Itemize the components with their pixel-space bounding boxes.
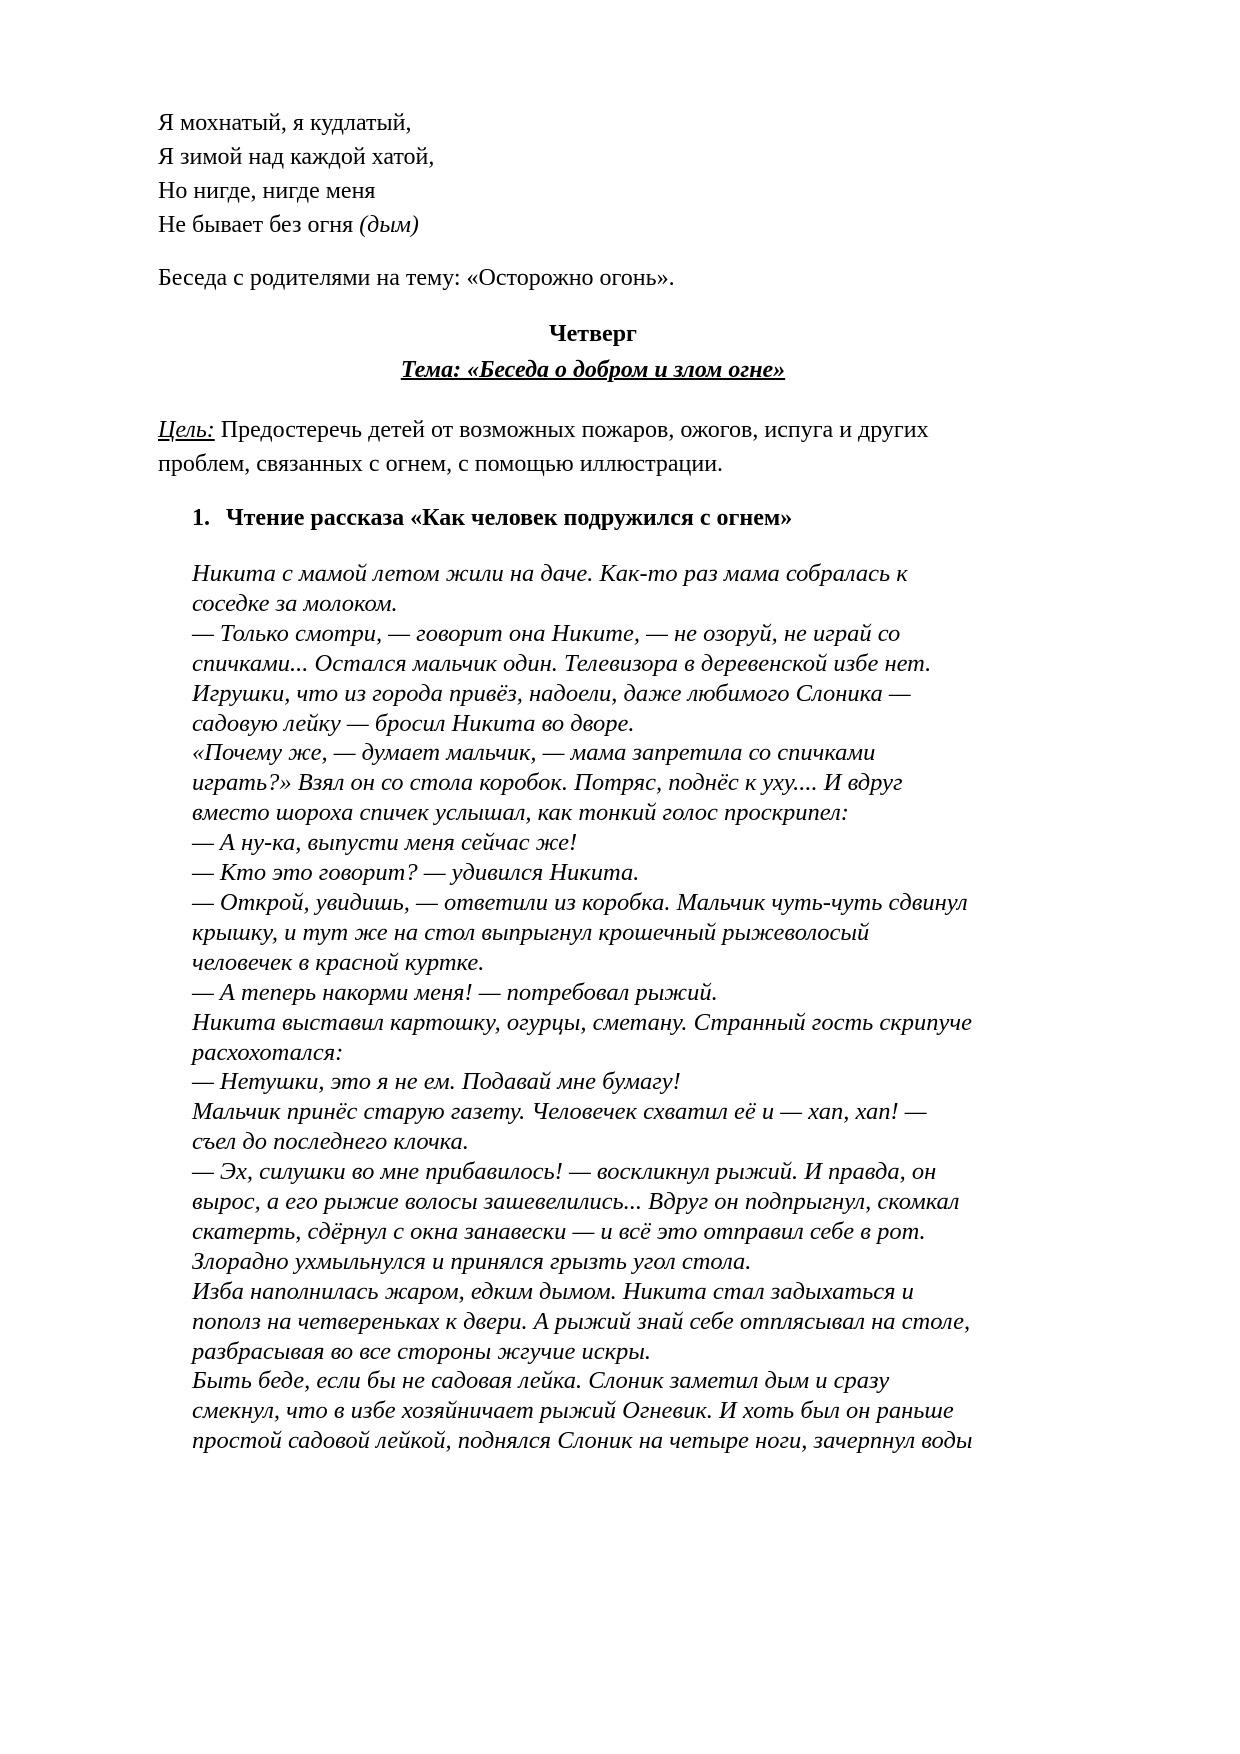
- story-line: Никита с мамой летом жили на даче. Как-то раз мама собралась к: [192, 560, 908, 587]
- story-line: расхохотался:: [192, 1038, 344, 1066]
- story-line: человечек в красной куртке.: [192, 948, 485, 976]
- riddle-answer: (дым): [359, 212, 419, 238]
- story-line: — А ну-ка, выпусти меня сейчас же!: [192, 829, 578, 857]
- story-line: — Только смотри, — говорит она Никите, — не озоруй, не играй со: [192, 619, 901, 647]
- story-line: садовую лейку — бросил Никита во дворе.: [192, 709, 635, 737]
- story-line: соседке за молоком.: [192, 589, 398, 617]
- story-line: «Почему же, — думает мальчик, — мама запретила со спичками: [192, 739, 876, 767]
- story-line: Изба наполнилась жаром, едким дымом. Никита стал задыхаться и: [192, 1277, 914, 1305]
- story-line: пополз на четвереньках к двери. А рыжий знай себе отплясывал на столе,: [192, 1307, 971, 1335]
- poem-line: Но нигде, нигде меня: [158, 178, 376, 204]
- poem-line-text: Не бывает без огня: [158, 212, 354, 238]
- story-line: Игрушки, что из города привёз, надоели, даже любимого Слоника —: [192, 679, 911, 707]
- story-line: крышку, и тут же на стол выпрыгнул крошечный рыжеволосый: [192, 918, 870, 946]
- poem-line: Я зимой над каждой хатой,: [158, 144, 435, 170]
- story-line: скатерть, сдёрнул с окна занавески — и всё это отправил себе в рот.: [192, 1217, 926, 1245]
- story-line: простой садовой лейкой, поднялся Слоник на четыре ноги, зачерпнул воды: [192, 1427, 973, 1455]
- topic-heading: [0, 357, 1186, 384]
- poem-line: [158, 208, 434, 242]
- section-heading: [192, 505, 792, 532]
- goal-line: [158, 413, 929, 447]
- goal-label: Цель:: [158, 417, 215, 443]
- goal-line: проблем, связанных с огнем, с помощью иллюстрации.: [158, 451, 724, 477]
- story-line: вырос, а его рыжие волосы зашевелились... Вдруг он подпрыгнул, скомкал: [192, 1188, 960, 1216]
- story-line: играть?» Взял он со стола коробок. Потряс, поднёс к уху.... И вдруг: [192, 769, 903, 797]
- poem-line: Я мохнатый, я кудлатый,: [158, 110, 412, 136]
- goal-paragraph: [158, 413, 929, 481]
- story-text: [192, 559, 972, 1456]
- story-line: Быть беде, если бы не садовая лейка. Слоник заметил дым и сразу: [192, 1367, 890, 1395]
- story-line: — Нетушки, это я не ем. Подавай мне бумагу!: [192, 1068, 681, 1096]
- section-number: 1.: [192, 505, 210, 531]
- riddle-poem: [158, 106, 434, 242]
- story-line: разбрасывая во все стороны жгучие искры.: [192, 1337, 652, 1365]
- section-title: Чтение рассказа «Как человек подружился с огнем»: [226, 505, 793, 531]
- story-line: — А теперь накорми меня! — потребовал рыжий.: [192, 978, 718, 1006]
- story-line: съел до последнего клочка.: [192, 1128, 469, 1156]
- day-heading: Четверг: [549, 321, 637, 347]
- story-line: Никита выставил картошку, огурцы, сметану. Странный гость скрипуче: [192, 1008, 972, 1036]
- story-line: вместо шороха спичек услышал, как тонкий голос проскрипел:: [192, 799, 849, 827]
- story-line: спичками... Остался мальчик один. Телевизора в деревенской избе нет.: [192, 649, 932, 677]
- parents-talk: Беседа с родителями на тему: «Осторожно огонь».: [158, 265, 675, 291]
- story-line: — Кто это говорит? — удивился Никита.: [192, 859, 640, 887]
- story-line: Мальчик принёс старую газету. Человечек схватил её и — хап, хап! —: [192, 1098, 927, 1126]
- goal-text: Предостеречь детей от возможных пожаров, ожогов, испуга и других: [214, 417, 929, 443]
- topic-text: Тема: «Беседа о добром и злом огне»: [400, 357, 786, 383]
- story-line: — Открой, увидишь, — ответили из коробка. Мальчик чуть-чуть сдвинул: [192, 888, 968, 916]
- story-line: — Эх, силушки во мне прибавилось! — воскликнул рыжий. И правда, он: [192, 1158, 937, 1186]
- story-line: смекнул, что в избе хозяйничает рыжий Огневик. И хоть был он раньше: [192, 1397, 954, 1425]
- story-line: Злорадно ухмыльнулся и принялся грызть угол стола.: [192, 1247, 752, 1275]
